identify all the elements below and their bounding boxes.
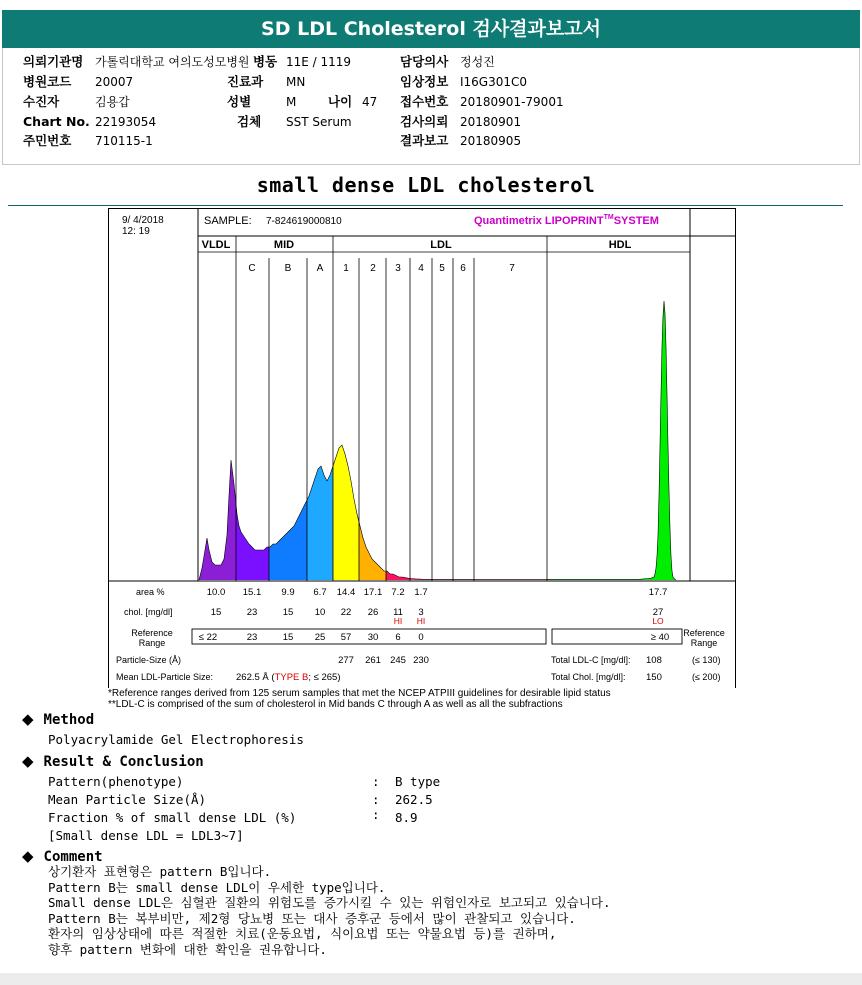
area-b: 9.9: [281, 587, 295, 598]
band-4-label: 4: [418, 263, 424, 274]
chol-1: 22: [340, 607, 352, 618]
flag-3: HI: [393, 616, 403, 626]
band-c-label: C: [248, 263, 256, 274]
ref-c: 23: [246, 632, 258, 643]
department-label: 진료과: [227, 74, 264, 89]
band-1-label: 1: [343, 263, 349, 274]
comment-line: Pattern B는 small dense LDL이 우세한 type입니다.: [48, 879, 386, 895]
comment-line: 환자의 임상상태에 따른 적절한 치료(운동요법, 식이요법 또는 약물요법 등)를 권하며,: [48, 926, 557, 941]
resident-no-value: 710115-1: [95, 134, 153, 148]
size-1: 277: [338, 655, 354, 666]
institution-value: 가톨릭대학교 여의도성모병원: [95, 55, 250, 69]
chol-b: 15: [282, 607, 294, 618]
band-2-label: 2: [370, 263, 376, 274]
mean-size-label: Mean LDL-Particle Size:: [116, 672, 214, 682]
band-3-label: 3: [395, 263, 401, 274]
result-sep-fraction: :: [372, 807, 380, 822]
sample-id: 7-824619000810: [266, 216, 342, 227]
result-label-fraction: Fraction % of small dense LDL (%): [48, 810, 297, 825]
ward-value: 11E / 1119: [286, 55, 352, 69]
footnote-1: *Reference ranges derived from 125 serum samples that met the NCEP ATPIII guidelines for desirable lipid status: [108, 688, 611, 699]
band-b-label: B: [284, 263, 292, 274]
area-2: 17.1: [363, 587, 383, 598]
receipt-no-label: 접수번호: [400, 94, 449, 109]
bottom-strip: [0, 973, 862, 985]
diamond-icon: ◆: [22, 847, 34, 865]
total-ldl-value: 108: [646, 655, 662, 666]
total-chol-label: Total Chol. [mg/dl]:: [551, 672, 626, 682]
report-date: 9/ 4/2018: [122, 215, 164, 226]
total-ldl-label: Total LDL-C [mg/dl]:: [551, 655, 631, 665]
result-label-mean: Mean Particle Size(Å): [48, 792, 207, 807]
subtitle-divider: [8, 205, 843, 206]
band-7-label: 7: [509, 263, 515, 274]
comment-text: [48, 864, 610, 957]
report-title: SD LDL Cholesterol 검사결과보고서: [2, 10, 860, 48]
footnotes: [108, 688, 611, 710]
result-label-pattern: Pattern(phenotype): [48, 774, 184, 789]
sample-label: SAMPLE:: [204, 215, 252, 227]
institution-label: 의뢰기관명: [23, 54, 84, 69]
ref-4: 0: [418, 632, 424, 643]
comment-heading: ◆ Comment: [22, 847, 103, 865]
chart-no-value: 22193054: [95, 115, 157, 129]
request-date-label: 검사의뢰: [400, 114, 449, 129]
result-value-fraction: 8.9: [395, 810, 418, 825]
ref-label-2: Range: [138, 638, 166, 648]
group-vldl: VLDL: [201, 239, 231, 251]
band-6-label: 6: [460, 263, 466, 274]
area-row-label: area %: [136, 587, 165, 597]
report-date-label: 결과보고: [400, 133, 449, 148]
sex-value: M: [286, 95, 297, 109]
chol-3: 11: [393, 607, 403, 618]
ref-hdl: ≥ 40: [650, 632, 670, 643]
specimen-value: SST Serum: [286, 115, 352, 129]
result-value-pattern: B type: [395, 774, 441, 789]
ref-2: 30: [367, 632, 379, 643]
total-ldl-range: (≤ 130): [692, 655, 721, 665]
result-heading: ◆ Result & Conclusion: [22, 752, 204, 770]
ref-a: 25: [314, 632, 326, 643]
result-value-mean: 262.5: [395, 792, 433, 807]
request-date-value: 20180901: [460, 115, 522, 129]
section-subtitle: small dense LDL cholesterol: [256, 173, 596, 197]
comment-line: 상기환자 표현형은 pattern B입니다.: [48, 864, 272, 879]
resident-no-label: 주민번호: [23, 133, 72, 148]
chol-vldl: 15: [210, 607, 222, 618]
report-time: 12: 19: [122, 226, 150, 237]
patient-label: 수진자: [23, 94, 60, 109]
flag-4: HI: [416, 616, 426, 626]
result-sep-pattern: :: [372, 774, 380, 789]
size-4: 230: [413, 655, 429, 666]
size-3: 245: [390, 655, 406, 666]
clinical-info-label: 임상정보: [400, 74, 449, 89]
doctor-label: 담당의사: [400, 54, 449, 69]
group-ldl: LDL: [430, 239, 452, 251]
ref-vldl: ≤ 22: [198, 632, 218, 643]
ref-3: 6: [395, 632, 401, 643]
total-chol-range: (≤ 200): [692, 672, 721, 682]
chol-a: 10: [314, 607, 326, 618]
size-row-label: Particle-Size (Å): [116, 655, 182, 665]
area-1: 14.4: [336, 587, 356, 598]
department-value: MN: [286, 75, 306, 89]
ref-1: 57: [340, 632, 352, 643]
lipoprint-report: [108, 208, 738, 692]
sex-label: 성별: [227, 94, 252, 109]
brand-text: Quantimetrix LIPOPRINT™SYSTEM: [474, 214, 659, 227]
method-heading: ◆ Method: [22, 710, 95, 728]
chol-4: 3: [418, 607, 424, 618]
diamond-icon: ◆: [22, 752, 34, 770]
patient-info-panel: [2, 48, 860, 165]
area-a: 6.7: [313, 587, 327, 598]
ward-label: 병동: [253, 54, 278, 69]
lipoprint-chart: [108, 208, 738, 688]
flag-hdl: LO: [652, 616, 664, 626]
receipt-no-value: 20180901-79001: [460, 95, 564, 109]
patient-value: 김용갑: [95, 95, 130, 109]
hospital-code-value: 20007: [95, 75, 134, 89]
size-2: 261: [365, 655, 381, 666]
comment-line: 향후 pattern 변화에 대한 확인을 권유합니다.: [48, 941, 327, 957]
doctor-value: 정성진: [460, 55, 495, 69]
chart-no-label: Chart No.: [23, 114, 90, 129]
total-chol-value: 150: [646, 672, 662, 683]
diamond-icon: ◆: [22, 710, 34, 728]
specimen-label: 검체: [237, 114, 262, 129]
chol-2: 26: [367, 607, 379, 618]
footnote-2: **LDL-C is comprised of the sum of cholesterol in Mid bands C through A as well as all the subfractions: [108, 699, 563, 710]
area-3: 7.2: [391, 587, 405, 598]
area-vldl: 10.0: [206, 587, 226, 598]
result-sep-mean: :: [372, 792, 380, 807]
mean-size-line: 262.5 Å (TYPE B; ≤ 265): [236, 672, 341, 683]
hospital-code-label: 병원코드: [23, 74, 72, 89]
age-value: 47: [362, 95, 378, 109]
area-4: 1.7: [414, 587, 428, 598]
chol-c: 23: [246, 607, 258, 618]
ref-label-1: Reference: [131, 628, 173, 638]
clinical-info-value: I16G301C0: [460, 75, 528, 89]
ref-label-right-1: Reference: [683, 628, 725, 638]
group-hdl: HDL: [608, 239, 632, 251]
comment-line: Pattern B는 복부비만, 제2형 당뇨병 또는 대사 증후군 등에서 많이 관찰되고 있습니다.: [48, 910, 576, 926]
chol-row-label: chol. [mg/dl]: [124, 607, 173, 617]
method-text: Polyacrylamide Gel Electrophoresis: [48, 732, 304, 747]
area-hdl: 17.7: [648, 587, 668, 598]
ref-b: 15: [282, 632, 294, 643]
report-date-value: 20180905: [460, 134, 522, 148]
chol-hdl: 27: [652, 607, 664, 618]
ref-label-right-2: Range: [690, 638, 718, 648]
result-note: [Small dense LDL = LDL3~7]: [48, 828, 244, 843]
group-mid: MID: [273, 239, 295, 251]
band-a-label: A: [316, 263, 324, 274]
band-5-label: 5: [439, 263, 445, 274]
comment-line: Small dense LDL은 심혈관 질환의 위험도를 증가시킬 수 있는 위험인자로 보고되고 있습니다.: [48, 895, 611, 910]
area-c: 15.1: [242, 587, 262, 598]
age-label: 나이: [328, 94, 353, 109]
